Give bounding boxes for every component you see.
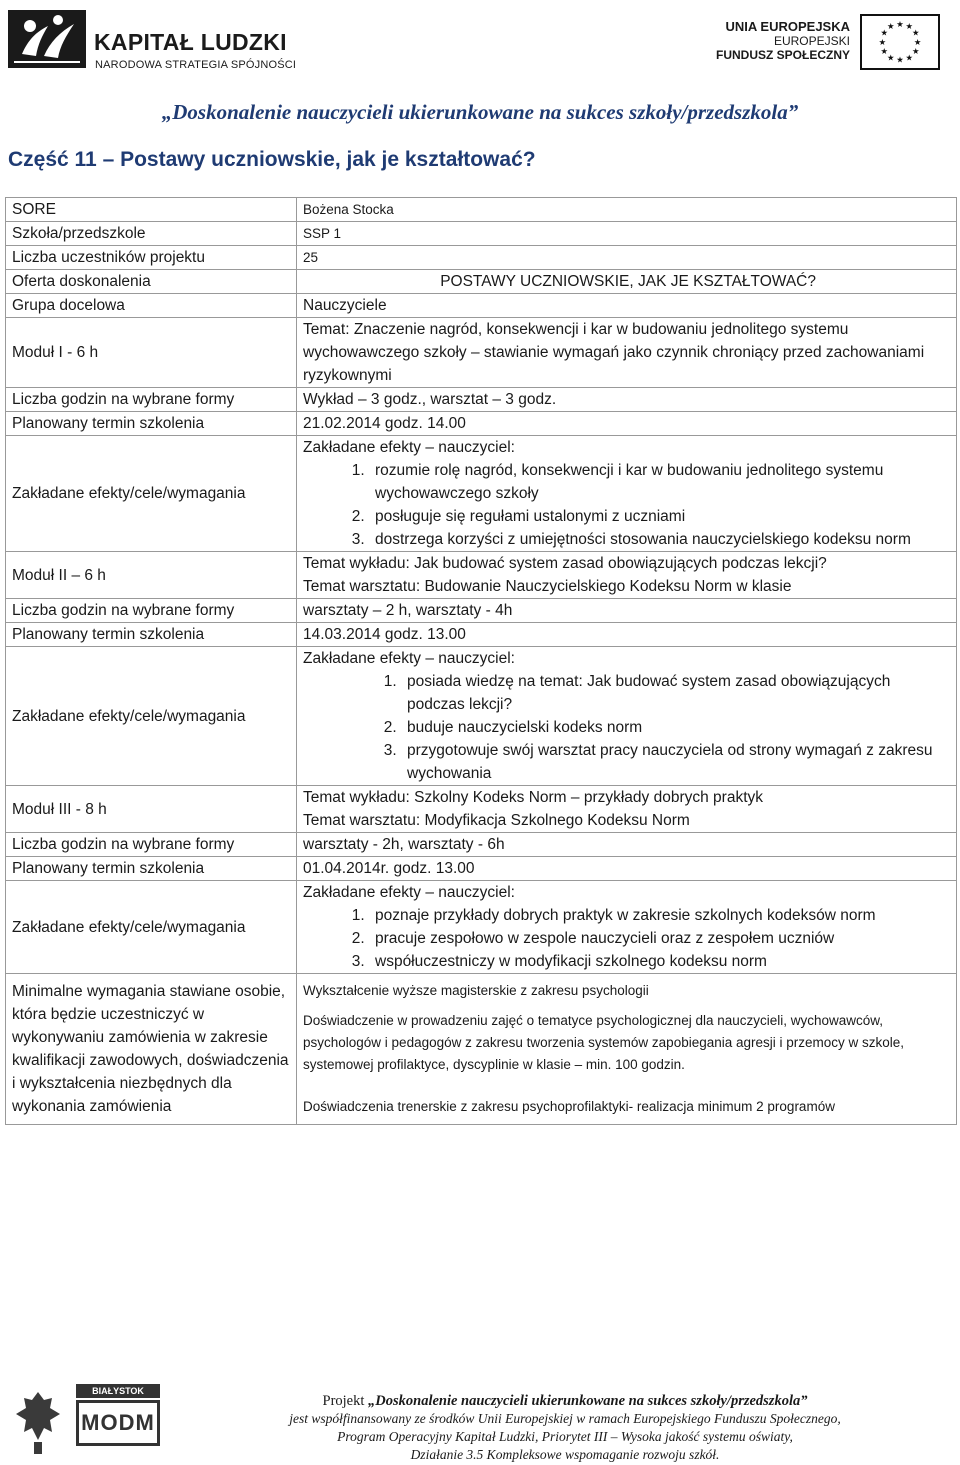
row-module1-date [6,412,957,436]
participants-label: Liczba uczestników projektu [6,246,297,270]
eu-logo-line3: FUNDUSZ SPOŁECZNY [715,48,850,62]
module3-hours-label: Liczba godzin na wybrane formy [6,833,297,857]
row-group [6,294,957,318]
module2-topic1: Temat wykładu: Jak budować system zasad obowiązujących podczas lekcji? [303,555,827,572]
row-requirements [6,974,957,1125]
list-item: 1. poznaje przykłady dobrych praktyk w zakresie szkolnych kodeksów norm [369,904,950,927]
requirements-value [297,974,957,1125]
footer [170,1392,960,1464]
module3-goals-list [303,904,950,973]
logo-left-subtitle: NARODOWA STRATEGIA SPÓJNOŚCI [95,59,297,71]
list-item: 2. posługuje się regułami ustalonymi z uczniami [369,505,950,528]
row-module2-date [6,623,957,647]
list-item: 3. dostrzega korzyści z umiejętności stosowania nauczycielskiego kodeksu norm [369,528,950,551]
participants-value: 25 [297,246,957,270]
eu-logo-text [710,20,850,62]
module1-topic: Temat: Znaczenie nagród, konsekwencji i kar w budowaniu jednolitego systemu wychowawczego szkoły – stawianie wymagań jako czynnik chroniący przed zachowaniami ryzykownymi [297,318,957,388]
row-module2 [6,552,957,599]
part-title: Część 11 – Postawy uczniowskie, jak je kształtować? [8,148,536,171]
modm-logo [8,1380,168,1460]
group-value: Nauczyciele [297,294,957,318]
logo-left-name: KAPITAŁ LUDZKI [94,29,287,55]
module1-goals [297,436,957,552]
row-module3 [6,786,957,833]
module3-topics [297,786,957,833]
module2-goals-label: Zakładane efekty/cele/wymagania [6,647,297,786]
module3-date-value: 01.04.2014r. godz. 13.00 [297,857,957,881]
module3-goals-label: Zakładane efekty/cele/wymagania [6,881,297,974]
requirements-line3: Doświadczenia trenerskie z zakresu psychoprofilaktyki- realizacja minimum 2 programów [303,1099,835,1114]
row-module1-goals [6,436,957,552]
module2-date-value: 14.03.2014 godz. 13.00 [297,623,957,647]
row-module3-goals [6,881,957,974]
requirements-label: Minimalne wymagania stawiane osobie, która będzie uczestniczyć w wykonywaniu zamówienia w zakresie kwalifikacji zawodowych, doświadczenia i wykształcenia niezbędnych dla wykonania zamówienia [6,974,297,1125]
footer-line1 [170,1392,960,1410]
eu-logo-line2: EUROPEJSKI [773,34,850,48]
module3-goals-intro: Zakładane efekty – nauczyciel: [303,884,515,901]
sore-value: Bożena Stocka [297,198,957,222]
offer-value: POSTAWY UCZNIOWSKIE, JAK JE KSZTAŁTOWAĆ? [297,270,957,294]
list-item: 3. współuczestniczy w modyfikacji szkolnego kodeksu norm [369,950,950,973]
module3-hours-value: warsztaty - 2h, warsztaty - 6h [297,833,957,857]
footer-line4: Działanie 3.5 Kompleksowe wspomaganie rozwoju szkół. [410,1447,720,1462]
row-school [6,222,957,246]
list-item: 1. posiada wiedzę na temat: Jak budować system zasad obowiązujących podczas lekcji? [401,670,950,716]
module2-date-label: Planowany termin szkolenia [6,623,297,647]
row-module1-hours [6,388,957,412]
svg-text:★: ★ [912,46,920,57]
module1-date-value: 21.02.2014 godz. 14.00 [297,412,957,436]
group-label: Grupa docelowa [6,294,297,318]
row-participants [6,246,957,270]
svg-text:★: ★ [905,21,914,31]
list-item: 2. buduje nauczycielski kodeks norm [401,716,950,739]
row-module3-hours [6,833,957,857]
svg-text:★: ★ [886,52,895,63]
svg-text:★: ★ [880,27,888,38]
kapital-ludzki-emblem-icon [8,10,86,68]
row-module2-goals [6,647,957,786]
module2-hours-label: Liczba godzin na wybrane formy [6,599,297,623]
svg-text:★: ★ [878,36,887,47]
module2-topic2: Temat warsztatu: Budowanie Nauczycielskiego Kodeksu Norm w klasie [303,578,792,595]
module1-goals-label: Zakładane efekty/cele/wymagania [6,436,297,552]
module3-goals [297,881,957,974]
row-module3-date [6,857,957,881]
module1-hours-value: Wykład – 3 godz., warsztat – 3 godz. [297,388,957,412]
module1-goals-list [303,459,950,551]
eu-stars-flag-icon [860,14,940,70]
list-item: 3. przygotowuje swój warsztat pracy nauczyciela od strony wymagań z zakresu wychowania [401,739,950,785]
module3-label: Moduł III - 8 h [6,786,297,833]
offer-label: Oferta doskonalenia [6,270,297,294]
row-sore [6,198,957,222]
requirements-line2: Doświadczenie w prowadzeniu zajęć o tematyce psychologicznej dla nauczycieli, wychowawców, psychologów i pedagogów z zakresu tworzenia systemów zapobiegania agresji i przemocy w szkole, systemowej profilaktyce, dyscyplinie w klasie – min. 100 godzin. [303,1013,905,1072]
sore-label: SORE [6,198,297,222]
requirements-line1: Wykształcenie wyższe magisterskie z zakresu psychologii [303,983,649,998]
module2-hours-value: warsztaty – 2 h, warsztaty - 4h [297,599,957,623]
svg-text:★: ★ [913,36,922,47]
eu-logo [710,14,940,72]
svg-text:★: ★ [886,21,895,31]
module1-date-label: Planowany termin szkolenia [6,412,297,436]
module2-label: Moduł II – 6 h [6,552,297,599]
modm-logo-main: MODM [76,1400,160,1446]
modm-logo-top: BIAŁYSTOK [76,1384,160,1398]
module3-topic1: Temat wykładu: Szkolny Kodeks Norm – przykłady dobrych praktyk [303,789,764,806]
module2-goals-list [303,670,950,785]
svg-text:★: ★ [896,54,904,65]
course-table [5,197,957,1125]
svg-text:★: ★ [912,27,920,38]
list-item: 2. pracuje zespołowo w zespole nauczycieli oraz z zespołem uczniów [369,927,950,950]
footer-project-prefix: Projekt [322,1393,365,1409]
row-module1 [6,318,957,388]
svg-text:★: ★ [896,19,904,30]
list-item: 1. rozumie rolę nagród, konsekwencji i kar w budowaniu jednolitego systemu wychowawczego szkoły [369,459,950,505]
module3-topic2: Temat warsztatu: Modyfikacja Szkolnego Kodeksu Norm [303,812,690,829]
school-value: SSP 1 [297,222,957,246]
school-label: Szkoła/przedszkole [6,222,297,246]
kapital-ludzki-logo [8,10,297,71]
footer-line3: Program Operacyjny Kapitał Ludzki, Priorytet III – Wysoka jakość systemu oświaty, [337,1429,793,1444]
footer-project-name: „Doskonalenie nauczycieli ukierunkowane na sukces szkoły/przedszkola” [368,1393,808,1409]
project-banner: „Doskonalenie nauczycieli ukierunkowane na sukces szkoły/przedszkola” [161,100,799,124]
module2-goals-intro: Zakładane efekty – nauczyciel: [303,650,515,667]
module1-label: Moduł I - 6 h [6,318,297,388]
module1-hours-label: Liczba godzin na wybrane formy [6,388,297,412]
row-offer [6,270,957,294]
svg-text:★: ★ [905,52,914,63]
svg-text:★: ★ [880,46,888,57]
module2-goals [297,647,957,786]
module2-topics [297,552,957,599]
module3-date-label: Planowany termin szkolenia [6,857,297,881]
row-module2-hours [6,599,957,623]
module1-goals-intro: Zakładane efekty – nauczyciel: [303,439,515,456]
footer-line2: jest współfinansowany ze środków Unii Europejskiej w ramach Europejskiego Funduszu Społecznego, [289,1411,841,1426]
eu-logo-line1: UNIA EUROPEJSKA [725,19,850,34]
